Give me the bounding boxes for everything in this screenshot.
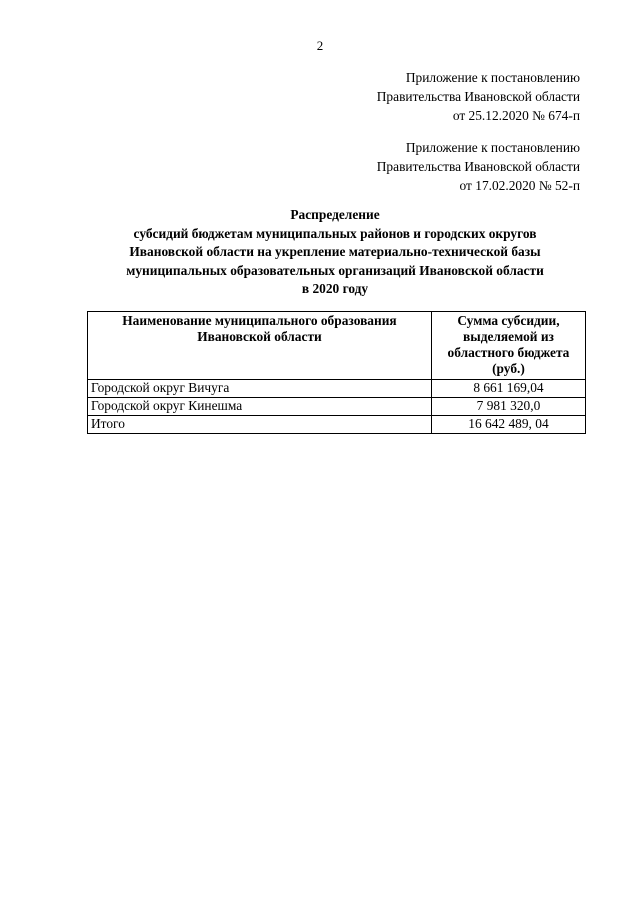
- total-amount: 16 642 489, 04: [431, 416, 585, 434]
- table-header-row: [88, 312, 586, 380]
- annex-line: от 25.12.2020 № 674-п: [452, 108, 580, 123]
- municipality-name: Городской округ Вичуга: [88, 380, 432, 398]
- header-text: выделяемой из: [463, 329, 554, 344]
- subsidy-table: [87, 311, 586, 434]
- title-line: субсидий бюджетам муниципальных районов и городских округов: [133, 225, 537, 241]
- document-title: [60, 206, 610, 299]
- annex-line: Правительства Ивановской области: [376, 89, 580, 104]
- table-row: [88, 398, 586, 416]
- annex-line: Приложение к постановлению: [405, 140, 580, 155]
- annex-reference-current: [377, 68, 580, 125]
- page-number: 2: [316, 38, 324, 53]
- header-text: (руб.): [492, 361, 525, 376]
- subsidy-amount: 8 661 169,04: [431, 380, 585, 398]
- header-municipality: [88, 312, 432, 380]
- title-line: Ивановской области на укрепление материально-технической базы: [129, 244, 541, 259]
- table-total-row: [88, 416, 586, 434]
- title-line: Распределение: [290, 207, 380, 222]
- header-text: областного бюджета: [447, 345, 570, 360]
- annex-line: Правительства Ивановской области: [376, 159, 580, 174]
- annex-line: Приложение к постановлению: [405, 70, 580, 85]
- total-label: Итого: [88, 416, 432, 434]
- table-row: [88, 380, 586, 398]
- header-text: Ивановской области: [197, 329, 322, 344]
- annex-reference-original: [377, 138, 580, 195]
- header-text: Наименование муниципального образования: [122, 313, 397, 328]
- title-line: в 2020 году: [301, 281, 369, 296]
- subsidy-amount: 7 981 320,0: [431, 398, 585, 416]
- header-text: Сумма субсидии,: [457, 313, 560, 328]
- title-line: муниципальных образовательных организаций Ивановской области: [126, 262, 544, 278]
- annex-line: от 17.02.2020 № 52-п: [459, 178, 580, 193]
- municipality-name: Городской округ Кинешма: [88, 398, 432, 416]
- header-subsidy-amount: [431, 312, 585, 380]
